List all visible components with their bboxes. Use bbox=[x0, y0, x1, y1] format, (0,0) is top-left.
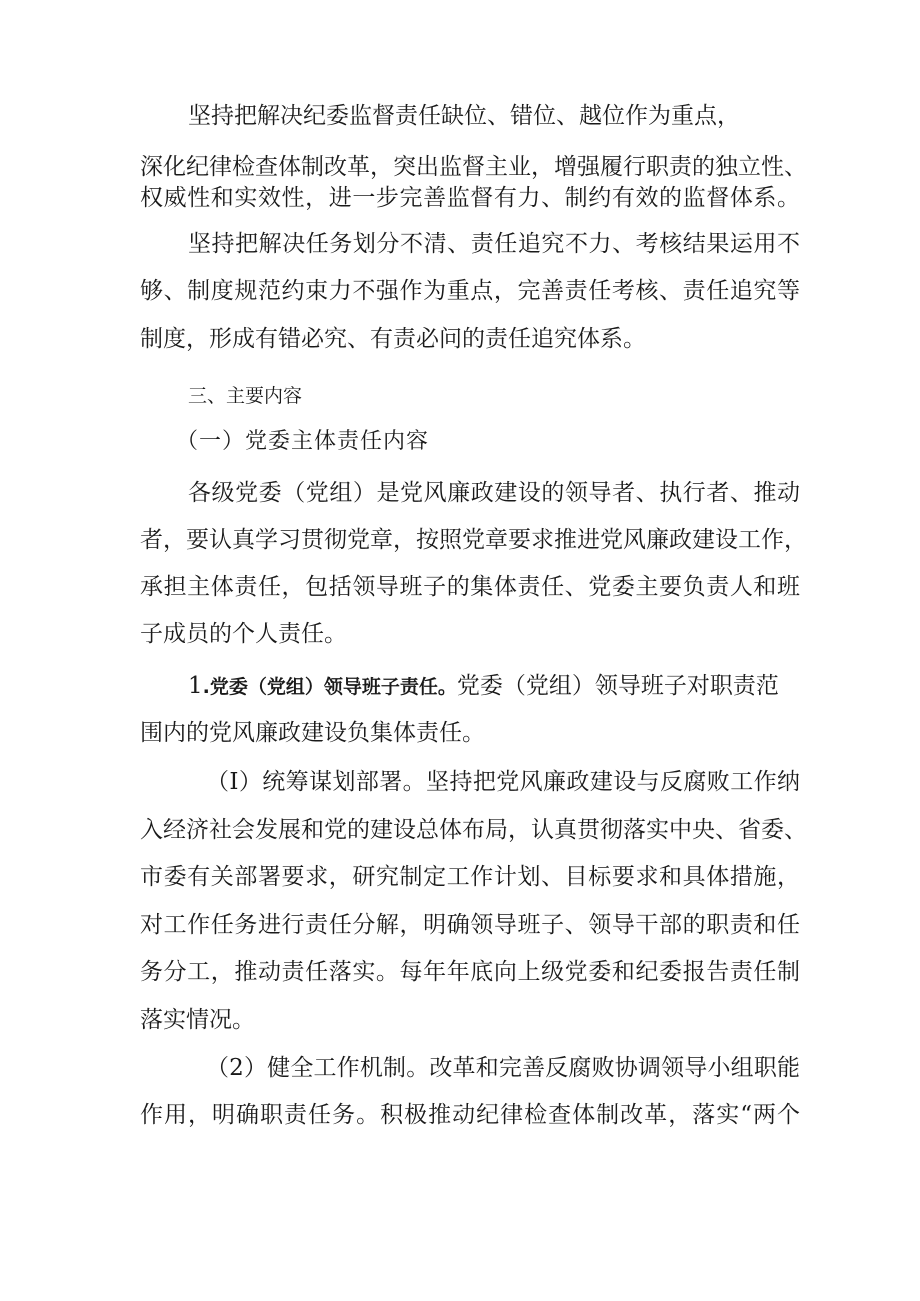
p5-line-1: （I）统筹谋划部署。坚持把党风廉政建设与反腐败工作纳 bbox=[206, 769, 800, 795]
p2-line-2: 够、制度规范约束力不强作为重点，完善责任考核、责任追究等 bbox=[140, 278, 800, 304]
p5-line-2: 入经济社会发展和党的建设总体布局，认真贯彻落实中央、省委、 bbox=[140, 817, 807, 843]
p4-bold-lead: .党委（党组）领导班子责任。 bbox=[202, 676, 457, 698]
p4-line-1-rest: 党委（党组）领导班子对职责范 bbox=[456, 673, 779, 699]
p3-line-4: 子成员的个人责任。 bbox=[140, 621, 347, 647]
p1-line-3: 权威性和实效性，进一步完善监督有力、制约有效的监督体系。 bbox=[140, 185, 800, 211]
p5-line-6: 落实情况。 bbox=[140, 1007, 255, 1033]
sub-heading: （一）党委主体责任内容 bbox=[176, 429, 430, 454]
p5-line-3: 市委有关部署要求，研究制定工作计划、目标要求和具体措施， bbox=[140, 864, 800, 890]
p3-line-3: 承担主体责任，包括领导班子的集体责任、党委主要负责人和班 bbox=[140, 574, 800, 600]
p6-line-2: 作用，明确职责任务。积极推动纪律检查体制改革，落实“两个 bbox=[140, 1102, 800, 1128]
p5-line-5: 务分工，推动责任落实。每年年底向上级党委和纪委报告责任制 bbox=[140, 959, 800, 985]
p3-line-2: 者，要认真学习贯彻党章，按照党章要求推进党风廉政建设工作， bbox=[140, 527, 807, 553]
p1-line-2: 深化纪律检查体制改革，突出监督主业，增强履行职责的独立性、 bbox=[140, 154, 807, 180]
p3-line-1: 各级党委（党组）是党风廉政建设的领导者、执行者、推动 bbox=[188, 480, 800, 506]
p4-line-2: 围内的党风廉政建设负集体责任。 bbox=[140, 720, 485, 746]
p4-line-1 bbox=[188, 671, 800, 702]
p5-line-4: 对工作任务进行责任分解，明确领导班子、领导干部的职责和任 bbox=[140, 912, 800, 938]
p4-item-number: 1 bbox=[188, 673, 203, 699]
section-heading: 三、主要内容 bbox=[188, 385, 303, 407]
p1-line-1: 坚持把解决纪委监督责任缺位、错位、越位作为重点， bbox=[188, 103, 740, 129]
p2-line-3: 制度，形成有错必究、有责必问的责任追究体系。 bbox=[140, 326, 646, 352]
p2-line-1: 坚持把解决任务划分不清、责任追究不力、考核结果运用不 bbox=[188, 231, 800, 257]
p6-line-1: （2）健全工作机制。改革和完善反腐败协调领导小组职能 bbox=[206, 1055, 800, 1081]
